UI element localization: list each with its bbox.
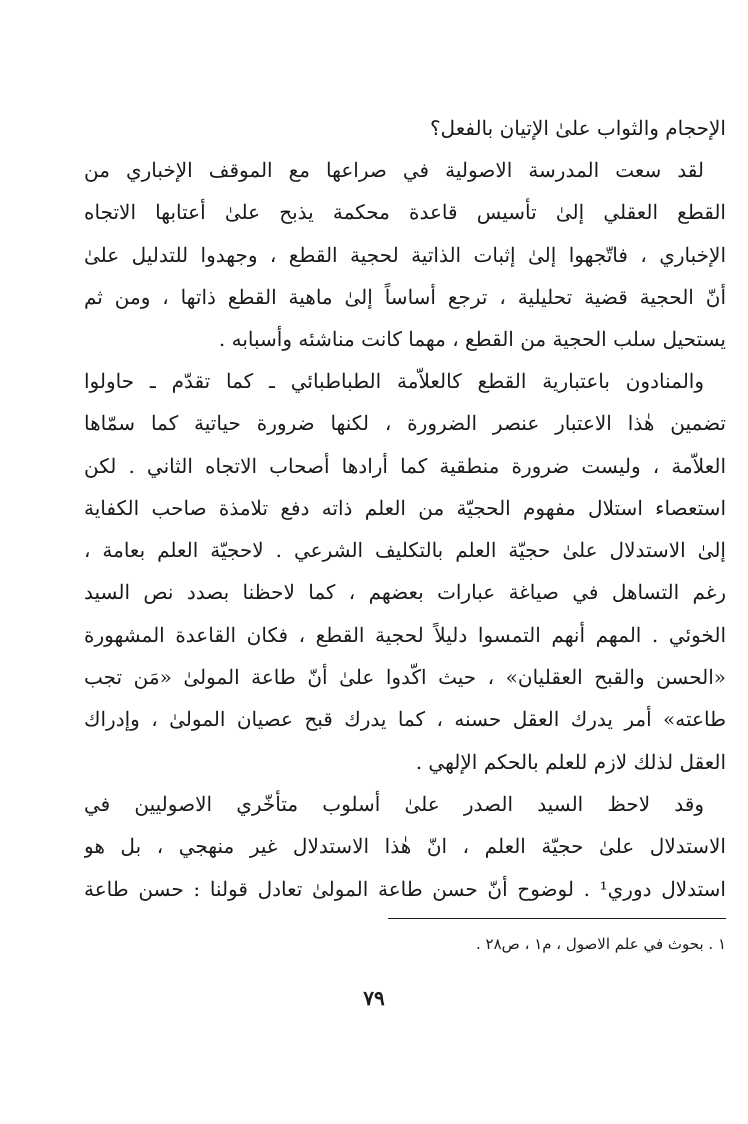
- text-line: استدلال دوري¹ . لوضوح أنّ حسن طاعة المولىٰ تعادل قولنا : حسن طاعة: [84, 876, 726, 901]
- text-line: طاعته» أمر يدرك العقل حسنه ، كما يدرك قبح عصيان المولىٰ ، وإدراك: [84, 707, 726, 732]
- text-line: لقد سعت المدرسة الاصولية في صراعها مع الموقف الإخباري من: [84, 158, 704, 182]
- text-line: إلىٰ الاستدلال علىٰ حجيّة العلم بالتكليف الشرعي . لاحجيّة العلم بعامة ،: [84, 538, 726, 563]
- paragraph-1: [84, 149, 726, 360]
- text-line: الإخباري ، فاتّجهوا إلىٰ إثبات الذاتية لحجية القطع ، وجهدوا للتدليل علىٰ: [84, 242, 726, 267]
- text-line: «الحسن والقبح العقليان» ، حيث اكّدوا علىٰ أنّ طاعة المولىٰ «مَن تجب: [84, 665, 726, 690]
- text-line: العقل لذلك لازم للعلم بالحكم الإلهي .: [415, 749, 726, 774]
- text-line: القطع العقلي إلىٰ تأسيس قاعدة محكمة يذبح علىٰ أعتابها الاتجاه: [84, 200, 726, 225]
- text-line: أنّ الحجية قضية تحليلية ، ترجع أساساً إلىٰ ماهية القطع ذاتها ، ومن ثم: [84, 284, 726, 309]
- text-line: وقد لاحظ السيد الصدر علىٰ أسلوب متأخّري الاصوليين في: [84, 792, 704, 816]
- footnote: ١ . بحوث في علم الاصول ، م١ ، ص٢٨ .: [476, 935, 726, 953]
- text-line: استعصاء استلال مفهوم الحجيّة من العلم ذاته دفع تلامذة صاحب الكفاية: [84, 495, 726, 520]
- text-line: تضمين هٰذا الاعتبار عنصر الضرورة ، لكنها ضرورة حياتية كما سمّاها: [84, 411, 726, 436]
- text-line: يستحيل سلب الحجية من القطع ، مهما كانت مناشئه وأسبابه .: [218, 327, 726, 352]
- footnote-divider: [388, 918, 726, 919]
- page-number: ٧٩: [363, 986, 385, 1010]
- text-line: الإحجام والثواب علىٰ الإتيان بالفعل؟: [429, 116, 726, 140]
- paragraph-3: [84, 783, 726, 910]
- text-line: والمنادون باعتبارية القطع كالعلاّمة الطباطبائي ـ كما تقدّم ـ حاولوا: [84, 369, 704, 393]
- text-line: العلاّمة ، وليست ضرورة منطقية كما أرادها أصحاب الاتجاه الثاني . لكن: [84, 453, 726, 478]
- paragraph-2: [84, 360, 726, 783]
- text-line: رغم التساهل في صياغة عبارات بعضهم ، كما لاحظنا بصدد نص السيد: [84, 580, 726, 605]
- text-line: الخوئي . المهم أنهم التمسوا دليلاً لحجية القطع ، فكان القاعدة المشهورة: [84, 622, 726, 647]
- text-line: الاستدلال علىٰ حجيّة العلم ، انّ هٰذا الاستدلال غير منهجي ، بل هو: [84, 834, 726, 859]
- opening-line-block: [84, 107, 726, 149]
